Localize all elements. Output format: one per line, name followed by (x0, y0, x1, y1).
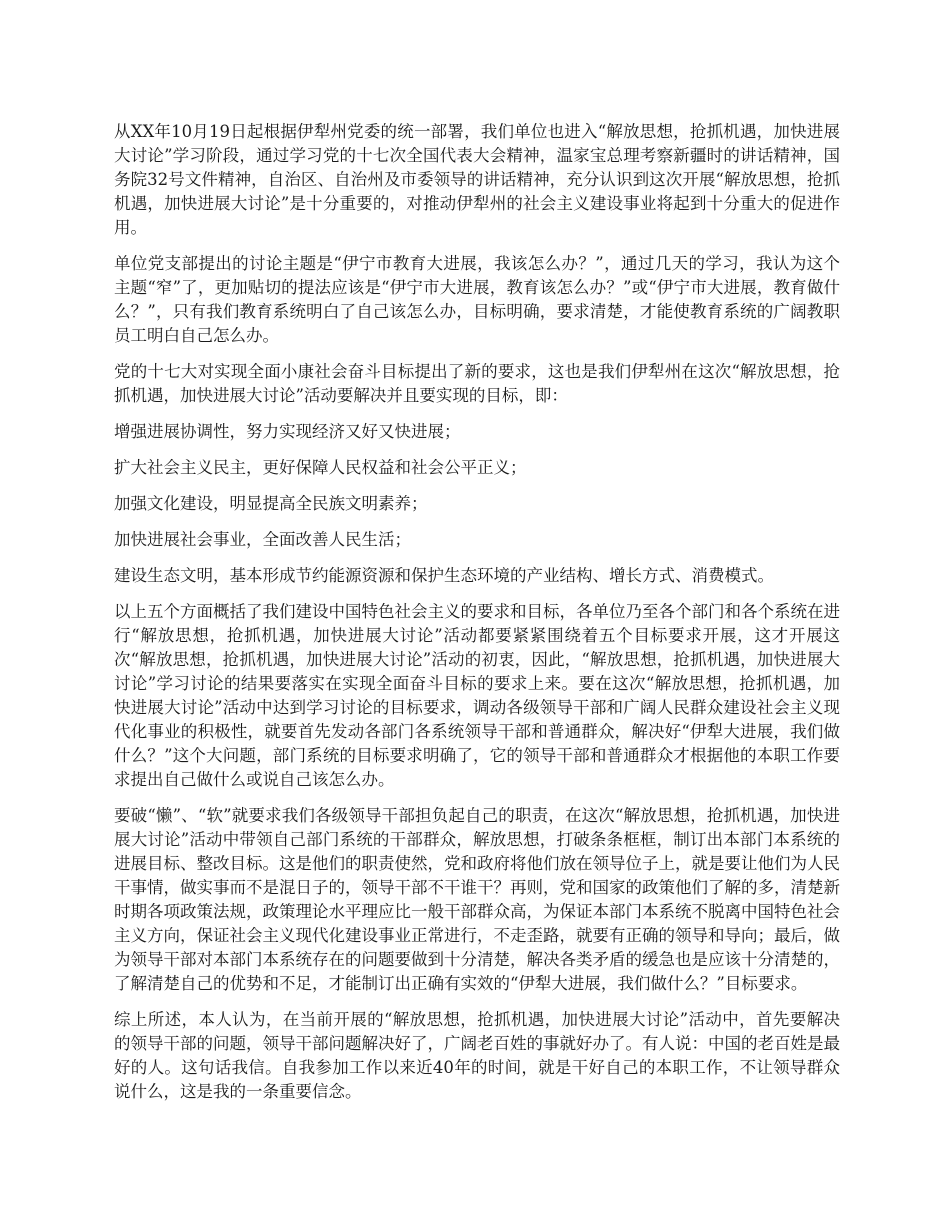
paragraph-1: 从XX年10月19日起根据伊犁州党委的统一部署，我们单位也进入“解放思想，抢抓机遇，加快进展大讨论”学习阶段，通过学习党的十七次全国代表大会精神，温家宝总理考察新疆时的讲话精神，国务院32号文件精神，自治区、自治州及市委领导的讲话精神，充分认识到这次开展“解放思想，抢抓机遇，加快进展大讨论”是十分重要的，对推动伊犁州的社会主义建设事业将起到十分重大的促进作用。 (114, 122, 840, 237)
paragraph-8: 建设生态文明，基本形成节约能源资源和保护生态环境的产业结构、增长方式、消费模式。 (114, 566, 774, 585)
document-body (114, 120, 840, 1116)
paragraph-11: 综上所述，本人认为，在当前开展的“解放思想，抢抓机遇，加快进展大讨论”活动中，首先要解决的领导干部的问题，领导干部问题解决好了，广阔老百姓的事就好办了。有人说：中国的老百姓是最好的人。这句话我信。自我参加工作以来近40年的时间，就是干好自己的本职工作，不让领导群众说什么，这是我的一条重要信念。 (114, 1010, 840, 1101)
paragraph-2: 单位党支部提出的讨论主题是“伊宁市教育大进展，我该怎么办？”，通过几天的学习，我认为这个主题“窄”了，更加贴切的提法应该是“伊宁市大进展，教育该怎么办？”或“伊宁市大进展，教育做什么？”，只有我们教育系统明白了自己该怎么办，目标明确，要求清楚，才能使教育系统的广阔教职员工明白自己怎么办。 (114, 254, 840, 345)
paragraph-9: 以上五个方面概括了我们建设中国特色社会主义的要求和目标，各单位乃至各个部门和各个系统在进行“解放思想，抢抓机遇，加快进展大讨论”活动都要紧紧围绕着五个目标要求开展，这才开展这次“解放思想，抢抓机遇，加快进展大讨论”活动的初衷，因此，“解放思想，抢抓机遇，加快进展大讨论”学习讨论的结果要落实在实现全面奋斗目标的要求上来。要在这次“解放思想，抢抓机遇，加快进展大讨论”活动中达到学习讨论的目标要求，调动各级领导干部和广阔人民群众建设社会主义现代化事业的积极性，就要首先发动各部门各系统领导干部和普通群众，解决好“伊犁大进展，我们做什么？”这个大问题，部门系统的目标要求明确了，它的领导干部和普通群众才根据他的本职工作要求提出自己做什么或说自己该怎么办。 (114, 602, 840, 789)
paragraph-6: 加强文化建设，明显提高全民族文明素养； (114, 494, 428, 513)
paragraph-4: 增强进展协调性，努力实现经济又好又快进展； (114, 422, 461, 441)
paragraph-5: 扩大社会主义民主，更好保障人民权益和社会公平正义； (114, 458, 527, 477)
paragraph-7: 加快进展社会事业，全面改善人民生活； (114, 530, 411, 549)
paragraph-10: 要破“懒”、“软”就要求我们各级领导干部担负起自己的职责，在这次“解放思想，抢抓机遇，加快进展大讨论”活动中带领自己部门系统的干部群众，解放思想，打破条条框框，制订出本部门本系统的进展目标、整改目标。这是他们的职责使然，党和政府将他们放在领导位子上，就是要让他们为人民干事情，做实事而不是混日子的，领导干部不干谁干？再则，党和国家的政策他们了解的多，清楚新时期各项政策法规，政策理论水平理应比一般干部群众高，为保证本部门本系统不脱离中国特色社会主义方向，保证社会主义现代化建设事业正常进行，不走歪路，就要有正确的领导和导向；最后，做为领导干部对本部门本系统存在的问题要做到十分清楚，解决各类矛盾的缓急也是应该十分清楚的，了解清楚自己的优势和不足，才能制订出正确有实效的“伊犁大进展，我们做什么？”目标要求。 (114, 806, 840, 993)
paragraph-3: 党的十七大对实现全面小康社会奋斗目标提出了新的要求，这也是我们伊犁州在这次“解放思想，抢抓机遇，加快进展大讨论”活动要解决并且要实现的目标，即： (114, 362, 840, 405)
